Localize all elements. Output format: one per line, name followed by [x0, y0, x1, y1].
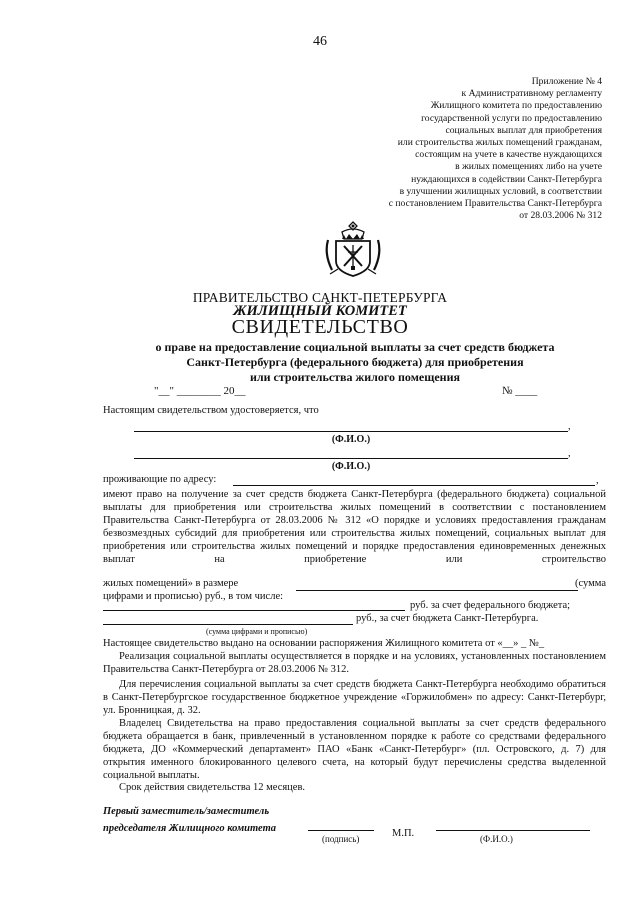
- city-amount-line: [103, 624, 353, 625]
- committee-heading: ЖИЛИЩНЫЙ КОМИТЕТ: [233, 303, 407, 319]
- stamp-place: М.П.: [392, 828, 415, 839]
- address-line: [233, 485, 595, 486]
- subtitle-line: или строительства жилого помещения: [250, 370, 460, 384]
- certificate-subtitle: [0, 340, 640, 385]
- paragraph-owner: Владелец Свидетельства на право предоставления социальной выплаты за счет средств федерального бюджета обращается в банк, привлеченный в установленном порядке к работе со средствами федерального бюджета, ДО «Коммерческий департамент» ПАО «Банк «Санкт-Петербург» (пл. Островского, д. 7) для открытия именного блокированного целевого счета, на который будут перечислены средства выделенной социальной выплаты.: [103, 718, 606, 781]
- amount-line: [296, 590, 578, 591]
- rights-paragraph: имеют право на получение за счет средств бюджета Санкт-Петербурга (федерального бюджета) социальной выплаты для приобретения или строительства жилых помещений в соответствии с постановлением Правительства Санкт-Петербурга от 28.03.2006 № 312 «О порядке и условиях предоставления гражданам безвозмездных субсидий для приобретения или строительства жилых помещений, социальных выплат для приобретения или строительства жилых помещений и порядке предоставления единовременных денежных выплат на приобретение или строительство: [103, 489, 606, 565]
- signatory-title: [103, 803, 276, 837]
- federal-amount-text: руб. за счет федерального бюджета;: [410, 600, 571, 611]
- government-heading: ПРАВИТЕЛЬСТВО САНКТ-ПЕТЕРБУРГА: [192, 290, 448, 305]
- page-number: 46: [313, 34, 327, 49]
- fio-line-2: [134, 458, 568, 459]
- issued-basis-text: Настоящее свидетельство выдано на основании распоряжения Жилищного комитета от «__» _ №_: [103, 638, 545, 649]
- fio-line-1: [134, 431, 568, 432]
- appendix-line: в улучшении жилищных условий, в соответствии: [399, 185, 602, 197]
- signatory-fio-line: [436, 830, 590, 831]
- amount-caption-start: (сумма: [574, 578, 606, 589]
- appendix-block: [302, 76, 602, 222]
- intro-text: Настоящим свидетельством удостоверяется, что: [103, 405, 319, 416]
- appendix-line: социальных выплат для приобретения: [445, 124, 602, 136]
- federal-amount-line: [103, 610, 405, 611]
- signatory-line: председателя Жилищного комитета: [103, 823, 276, 834]
- issue-date-field: "__" ________ 20__: [154, 385, 246, 397]
- appendix-line: Приложение № 4: [531, 76, 602, 87]
- certificate-number-field: № ____: [502, 385, 538, 397]
- appendix-line: с постановлением Правительства Санкт-Петербурга: [388, 198, 602, 210]
- appendix-line: от 28.03.2006 № 312: [519, 210, 602, 222]
- appendix-line: или строительства жилых помещений гражданам,: [397, 137, 602, 149]
- fio-caption-1: (Ф.И.О.): [331, 434, 371, 445]
- fio-caption-2: (Ф.И.О.): [331, 461, 371, 472]
- address-label: проживающие по адресу:: [103, 474, 217, 485]
- comma: ,: [568, 421, 571, 432]
- spb-coat-of-arms-icon: [322, 218, 384, 280]
- city-amount-text: руб., за счет бюджета Санкт-Петербурга.: [356, 613, 539, 624]
- appendix-line: к Административному регламенту: [461, 88, 602, 100]
- signatory-fio-caption: (Ф.И.О.): [480, 834, 513, 844]
- sum-caption: (сумма цифрами и прописью): [206, 627, 308, 636]
- subtitle-line: о праве на предоставление социальной выплаты за счет средств бюджета: [155, 340, 555, 354]
- paragraph-transfer: Для перечисления социальной выплаты за счет средств бюджета Санкт-Петербурга необходимо обратиться в Санкт-Петербургское государственное бюджетное учреждение «Горжилобмен» по адресу: Санкт-Петербург, ул. Бронницкая, д. 32.: [103, 679, 606, 716]
- subtitle-line: Санкт-Петербурга (федерального бюджета) для приобретения: [186, 355, 524, 369]
- paragraph-realization: Реализация социальной выплаты осуществляется в порядке и на условиях, установленных постановлением Правительства Санкт-Петербурга от 28.03.2006 № 312.: [103, 651, 606, 675]
- paragraph-validity: Срок действия свидетельства 12 месяцев.: [119, 782, 306, 793]
- appendix-line: нуждающихся в содействии Санкт-Петербурга: [411, 173, 602, 185]
- certificate-title: СВИДЕТЕЛЬСТВО: [231, 316, 409, 338]
- amount-label: жилых помещений» в размере: [103, 578, 239, 589]
- appendix-line: государственной услуги по предоставлению: [421, 112, 602, 124]
- appendix-line: состоящим на учете в качестве нуждающихся: [415, 149, 602, 161]
- comma: ,: [568, 448, 571, 459]
- appendix-line: в жилых помещениях либо на учете: [455, 161, 602, 173]
- appendix-line: Жилищного комитета по предоставлению: [430, 100, 602, 112]
- amount-caption-end: цифрами и прописью) руб., в том числе:: [103, 591, 284, 602]
- comma: ,: [596, 475, 599, 486]
- signature-caption: (подпись): [322, 834, 360, 844]
- signature-line: [308, 830, 374, 831]
- signatory-line: Первый заместитель/заместитель: [103, 806, 270, 817]
